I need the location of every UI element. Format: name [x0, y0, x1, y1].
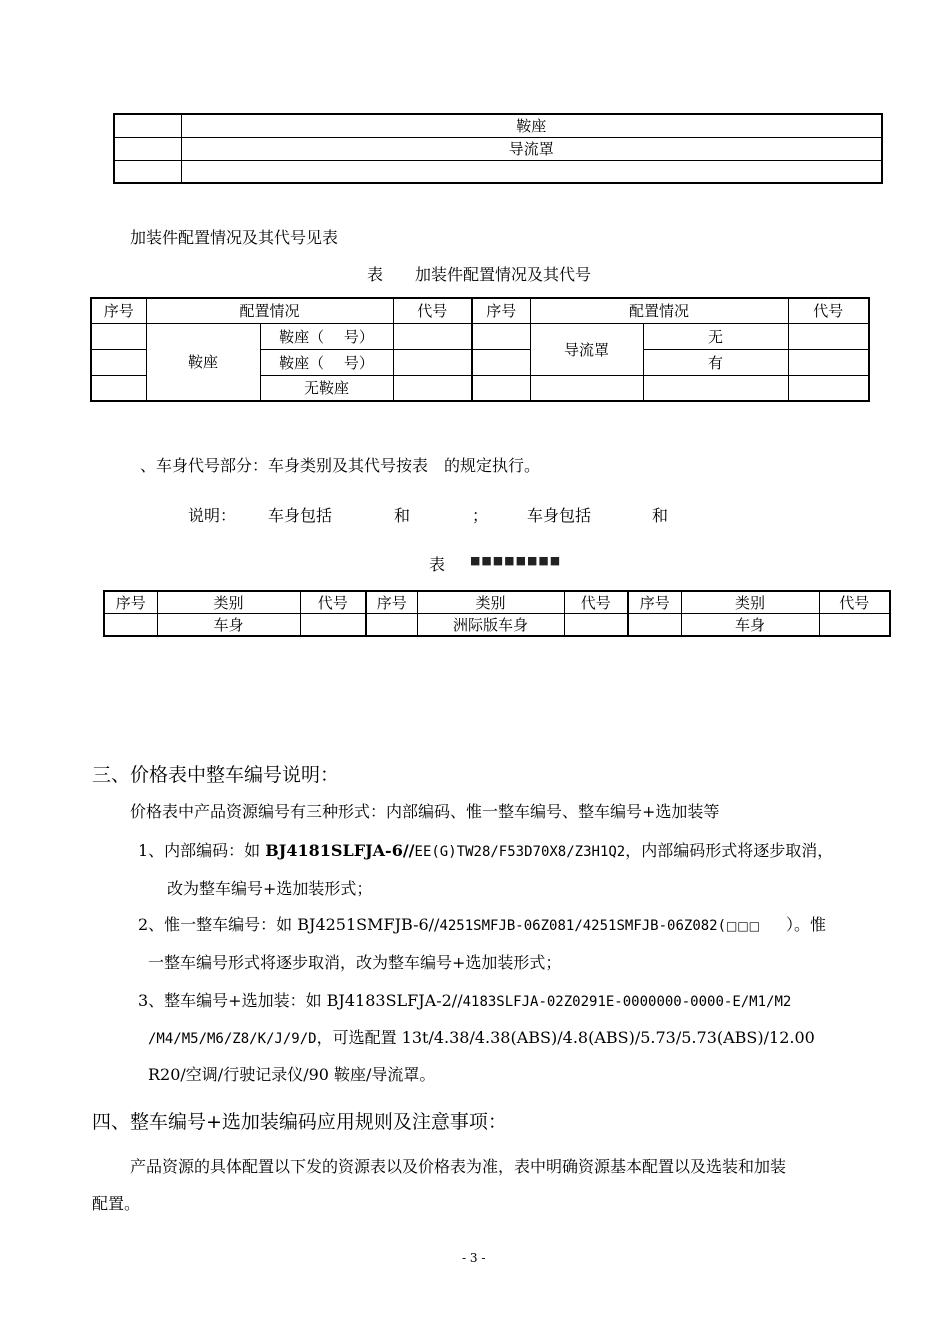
top-table-cell — [181, 160, 882, 183]
addon-cell — [788, 349, 869, 375]
addon-table-title: 表 加装件配置情况及其代号 — [367, 265, 592, 284]
note-part1: 车身包括 — [268, 506, 333, 525]
body-cell: 洲际版车身 — [417, 614, 564, 637]
section4-heading: 四、整车编号+选加装编码应用规则及注意事项： — [92, 1111, 507, 1133]
body-cell — [300, 614, 366, 637]
section3-item3 — [138, 988, 791, 1011]
addon-cell — [643, 375, 788, 401]
body-cell — [628, 614, 681, 637]
saddle-item-cell: 鞍座（ 号） — [260, 349, 393, 375]
page-number: - 3 - — [462, 1251, 486, 1265]
addon-table — [90, 297, 870, 402]
body-table — [103, 590, 891, 637]
section3-item1-cont: 改为整车编号+选加装形式； — [167, 879, 373, 898]
body-header: 类别 — [681, 591, 819, 614]
item2-code-mono: 4251SMFJB-06Z081/4251SMFJB-06Z082( — [439, 918, 727, 934]
addon-cell — [788, 375, 869, 401]
body-cell — [564, 614, 628, 637]
body-header: 类别 — [157, 591, 300, 614]
saddle-group-cell: 鞍座 — [146, 323, 260, 401]
top-table-cell: 导流罩 — [181, 137, 882, 160]
addon-cell — [788, 323, 869, 349]
body-header: 代号 — [300, 591, 366, 614]
section3-item3-line2 — [148, 1025, 815, 1048]
body-header: 代号 — [819, 591, 890, 614]
header-seq: 序号 — [472, 298, 530, 323]
note-label: 说明： — [188, 506, 237, 525]
saddle-item-cell: 无鞍座 — [260, 375, 393, 401]
header-config: 配置情况 — [146, 298, 393, 323]
body-code-line: 、车身代号部分：车身类别及其代号按表 的规定执行。 — [140, 456, 541, 475]
saddle-item-cell: 鞍座（ 号） — [260, 323, 393, 349]
body-cell: 车身 — [681, 614, 819, 637]
item2-prefix: 2、惟一整车编号：如 BJ4251SMFJB-6// — [138, 915, 440, 934]
addon-intro-text: 加装件配置情况及其代号见表 — [130, 228, 339, 247]
body-cell — [104, 614, 157, 637]
header-seq: 序号 — [91, 298, 146, 323]
section3-item3-line3: R20/空调/行驶记录仪/90 鞍座/导流罩。 — [148, 1065, 436, 1084]
section3-heading: 三、价格表中整车编号说明： — [92, 764, 340, 786]
body-cell — [819, 614, 890, 637]
section3-intro: 价格表中产品资源编号有三种形式：内部编码、惟一整车编号、整车编号+选加装等 — [130, 802, 720, 821]
body-header: 序号 — [628, 591, 681, 614]
body-table-title-glyphs: ■■■■■■■■ — [470, 554, 562, 567]
item1-code-mono: EE(G)TW28/F53D70X8/Z3H1Q2 — [414, 844, 626, 860]
top-table-cell: 鞍座 — [181, 114, 882, 137]
item3-prefix: 3、整车编号+选加装：如 BJ4183SLFJA-2// — [138, 991, 463, 1010]
addon-cell — [91, 375, 146, 401]
addon-cell — [472, 323, 530, 349]
body-cell — [366, 614, 417, 637]
body-header: 序号 — [366, 591, 417, 614]
addon-cell — [472, 375, 530, 401]
addon-cell — [530, 375, 643, 401]
body-header: 序号 — [104, 591, 157, 614]
section4-para-line1: 产品资源的具体配置以下发的资源表以及价格表为准，表中明确资源基本配置以及选装和加装 — [130, 1157, 787, 1176]
addon-cell — [91, 323, 146, 349]
section3-item2 — [138, 912, 826, 935]
fairing-group-cell: 导流罩 — [530, 323, 643, 375]
item2-glyphs: □□□ — [726, 919, 761, 933]
addon-cell — [472, 349, 530, 375]
fairing-item-cell: 有 — [643, 349, 788, 375]
note-and1: 和 — [394, 506, 411, 525]
addon-cell — [393, 323, 472, 349]
item1-code-bold: BJ4181SLFJA-6// — [265, 841, 415, 860]
note-and2: 和 — [652, 506, 669, 525]
section4-para-line2: 配置。 — [92, 1194, 141, 1213]
body-table-title-prefix: 表 — [429, 555, 446, 574]
item3-line2-rest: ，可选配置 13t/4.38/4.38(ABS)/4.8(ABS)/5.73/5.73(ABS)/12.00 — [316, 1028, 815, 1047]
item1-prefix: 1、内部编码：如 — [138, 841, 266, 860]
header-code: 代号 — [788, 298, 869, 323]
header-code: 代号 — [393, 298, 472, 323]
item3-code-mono: 4183SLFJA-02Z0291E-0000000-0000-E/M1/M2 — [462, 994, 792, 1010]
top-table-cell — [114, 137, 181, 160]
fairing-item-cell: 无 — [643, 323, 788, 349]
header-config: 配置情况 — [530, 298, 788, 323]
body-header: 类别 — [417, 591, 564, 614]
body-cell: 车身 — [157, 614, 300, 637]
top-table-cell — [114, 160, 181, 183]
body-header: 代号 — [564, 591, 628, 614]
item1-suffix: ，内部编码形式将逐步取消， — [625, 841, 834, 860]
top-table-cell — [114, 114, 181, 137]
section3-item2-cont: 一整车编号形式将逐步取消，改为整车编号+选加装形式； — [148, 953, 562, 972]
addon-cell — [393, 375, 472, 401]
note-semicolon: ； — [472, 506, 489, 525]
addon-cell — [91, 349, 146, 375]
section3-item1 — [138, 838, 833, 861]
note-part2: 车身包括 — [527, 506, 592, 525]
top-table — [113, 113, 883, 184]
item3-line2-mono: /M4/M5/M6/Z8/K/J/9/D — [148, 1031, 317, 1047]
item2-suffix: ）。惟 — [786, 915, 827, 934]
addon-cell — [393, 349, 472, 375]
